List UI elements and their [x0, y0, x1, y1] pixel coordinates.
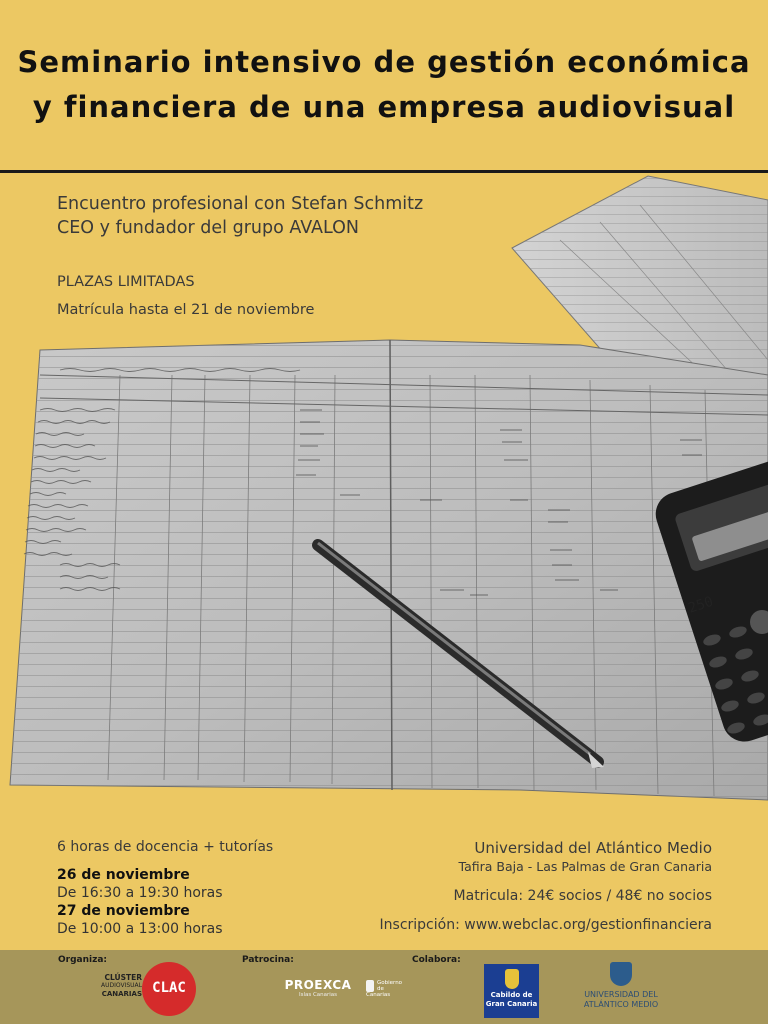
venue-location: Tafira Baja - Las Palmas de Gran Canaria: [458, 859, 712, 874]
uam-line-2: ATLÁNTICO MEDIO: [583, 1000, 659, 1009]
calculator-display: 250: [686, 593, 716, 617]
cabildo-crest-icon: [505, 969, 519, 989]
day2-date: 27 de noviembre: [57, 903, 190, 919]
ledger-paper: [10, 340, 768, 800]
gobierno-logo: [366, 980, 406, 998]
cluster-logo: [86, 974, 142, 998]
day1-time: De 16:30 a 19:30 horas: [57, 885, 223, 901]
clac-logo: [142, 962, 196, 1016]
teaching-hours: 6 horas de docencia + tutorías: [57, 839, 274, 855]
uam-line-1: UNIVERSIDAD DEL: [584, 990, 658, 999]
title-line-1: Seminario intensivo de gestión económica: [17, 45, 751, 79]
uam-logo: [572, 962, 670, 1010]
proexca-subtitle: Islas Canarias: [298, 992, 338, 998]
price-info: Matricula: 24€ socios / 48€ no socios: [453, 888, 712, 904]
university-name: Universidad del Atlántico Medio: [474, 839, 712, 857]
cabildo-line-2: Gran Canaria: [485, 1000, 538, 1008]
signup-link[interactable]: Inscripción: www.webclac.org/gestionfinanciera: [379, 917, 712, 933]
speaker-line-2: CEO y fundador del grupo AVALON: [57, 218, 360, 238]
page-title: [0, 40, 768, 130]
limited-places: PLAZAS LIMITADAS: [57, 274, 195, 290]
clac-text: CLAC: [152, 980, 186, 996]
ledger-photo: [0, 170, 768, 820]
proexca-text: PROEXCA: [284, 978, 352, 992]
uam-emblem-icon: [610, 962, 632, 986]
colabora-label: Colabora:: [412, 955, 461, 965]
cluster-line-2: AUDIOVISUAL: [100, 982, 142, 989]
cluster-line-3: CANARIAS: [101, 990, 142, 998]
venue-block: [380, 838, 712, 933]
patrocina-label: Patrocina:: [242, 955, 294, 965]
day1-date: 26 de noviembre: [57, 867, 190, 883]
sponsors-footer: [0, 950, 768, 1024]
title-divider: [0, 170, 768, 173]
enrollment-deadline: Matrícula hasta el 21 de noviembre: [57, 302, 315, 318]
organiza-label: Organiza:: [58, 955, 108, 965]
cabildo-logo: [484, 964, 539, 1018]
intro-block: [57, 192, 424, 318]
title-line-2: y financiera de una empresa audiovisual: [32, 90, 736, 124]
schedule-block: [57, 838, 273, 938]
gobierno-text: Gobierno de Canarias: [366, 980, 403, 998]
proexca-logo: [282, 978, 354, 998]
speaker-line-1: Encuentro profesional con Stefan Schmitz: [57, 194, 424, 214]
cabildo-line-1: Cabildo de: [490, 991, 533, 999]
gobierno-shield-icon: [366, 980, 374, 992]
cluster-line-1: CLÚSTER: [104, 973, 142, 982]
day2-time: De 10:00 a 13:00 horas: [57, 921, 223, 937]
